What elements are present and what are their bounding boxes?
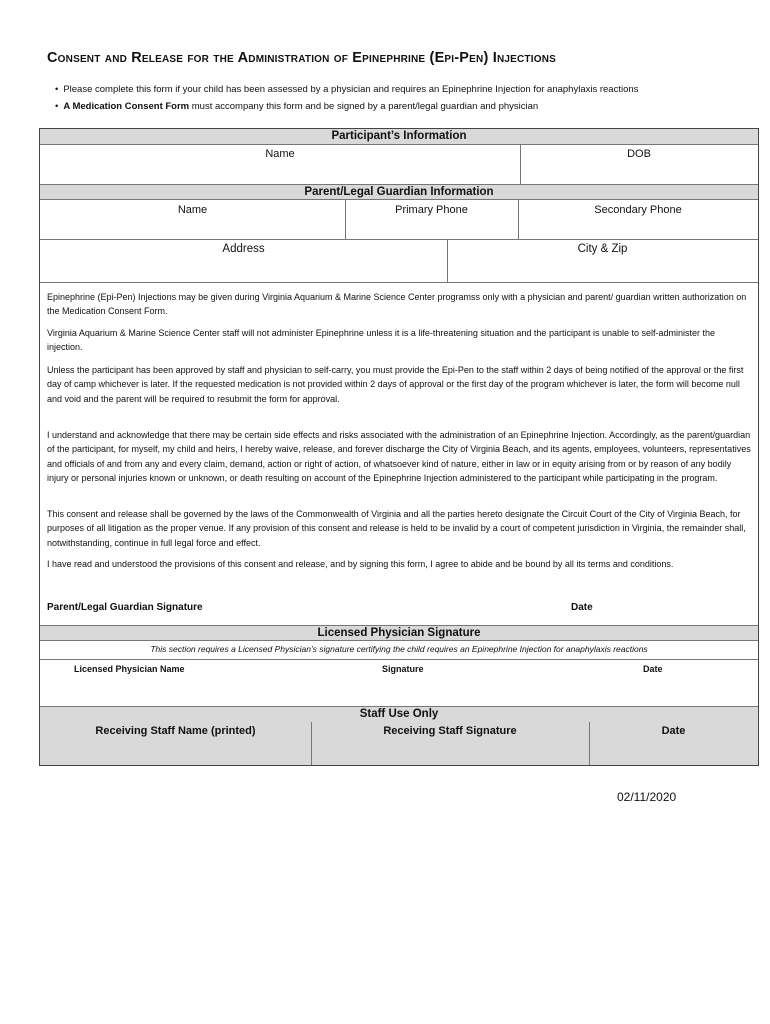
paragraph-authorization: Epinephrine (Epi-Pen) Injections may be given during Virginia Aquarium & Marine Science Center programss only with a physician and parent/ guardian written authorization on the Medication Consent Form. [47,292,747,317]
physician-section-heading: Licensed Physician Signature [40,625,758,641]
guardian-name-field[interactable] [40,201,345,239]
instruction-item [55,81,638,98]
paragraph-staff-policy: Virginia Aquarium & Marine Science Center staff will not administer Epinephrine unless it is a life-threatening situation and the participant is unable to self-administer the injection. [47,328,716,353]
instruction-text: Please complete this form if your child has been assessed by a physician and requires an Epinephrine Injection for anaphylaxis reactions [63,84,639,95]
paragraph-self-carry: Unless the participant has been approved by staff and physician to self-carry, you must provide the Epi-Pen to the staff within 2 days of being notified of the approval or the first day of camp whichever is later. If the requested medication is not provided within 2 days of approval or the first day of the program whichever is later, the form will become null and void and the parent will be required to resubmit the form for approval. [47,365,744,404]
divider [40,282,758,283]
form-title: Consent and Release for the Administration of Epinephrine (Epi-Pen) Injections [47,50,556,66]
participant-section-heading: Participant’s Information [40,129,758,145]
physician-signature-field[interactable]: Signature [382,664,424,674]
address-label: Address [222,243,265,255]
participant-dob-label: DOB [627,148,651,160]
instruction-emphasis: A Medication Consent Form [63,101,190,112]
consent-form [39,128,759,766]
participant-name-field[interactable] [40,146,520,184]
physician-note: This section requires a Licensed Physician’s signature certifying the child requires an Epinephrine Injection for anaphylaxis reactions [150,644,648,654]
city-zip-field[interactable] [447,240,758,282]
physician-name-field[interactable]: Licensed Physician Name [74,664,185,674]
paragraph-governing-law: This consent and release shall be governed by the laws of the Commonwealth of Virginia and all the parties hereto designate the Circuit Court of the City of Virginia Beach, for purposes of all litigation as the proper venue. If any provision of this consent and release is held to be invalid by a court of competent jurisdiction in Virginia, the remainder shall, notwithstanding, continue in full legal force and effect. [47,509,746,548]
guardian-date-field[interactable]: Date [571,602,593,613]
staff-signature-label: Receiving Staff Signature [383,725,517,737]
guardian-name-label: Name [177,204,208,216]
divider [40,659,758,660]
staff-name-label: Receiving Staff Name (printed) [95,725,256,737]
physician-date-field[interactable]: Date [643,664,663,674]
secondary-phone-label: Secondary Phone [594,204,682,216]
guardian-section-heading: Parent/Legal Guardian Information [40,184,758,200]
participant-name-label: Name [265,148,295,160]
instructions-list [55,81,638,115]
address-field[interactable] [40,240,447,282]
guardian-signature-field[interactable]: Parent/Legal Guardian Signature [47,602,203,613]
primary-phone-field[interactable] [345,201,518,239]
paragraph-agreement: I have read and understood the provisions of this consent and release, and by signing this form, I agree to abide and be bound by all its terms and conditions. [47,559,674,569]
staff-signature-field[interactable] [311,725,589,737]
instruction-text: must accompany this form and be signed by a parent/legal guardian and physician [189,101,539,112]
paragraph-waiver: I understand and acknowledge that there may be certain side effects and risks associated with the administration of an Epinephrine Injection. Accordingly, as the parent/guardian of the participant, for myself, my child and heirs, I hereby waive, release, and forever discharge the City of Virginia Beach, and its agents, employees, volunteers, representatives and officials of and from any and every claim, demand, action or right of action, of whatsoever kind of nature, either in law or in equity arising from or by reason of any bodily injury or personal injuries known or unknown, or death resulting on account of the Epinephrine Injection administered to the participant while participating in the program. [47,430,751,483]
participant-dob-field[interactable] [520,146,758,184]
city-zip-label: City & Zip [577,243,628,255]
staff-section-heading: Staff Use Only [40,706,758,722]
secondary-phone-field[interactable] [518,201,758,239]
revision-date: 02/11/2020 [617,790,677,804]
staff-name-field[interactable] [40,725,311,737]
staff-date-label: Date [661,725,686,737]
instruction-item [55,98,638,115]
primary-phone-label: Primary Phone [395,204,468,216]
staff-date-field[interactable] [589,725,758,737]
